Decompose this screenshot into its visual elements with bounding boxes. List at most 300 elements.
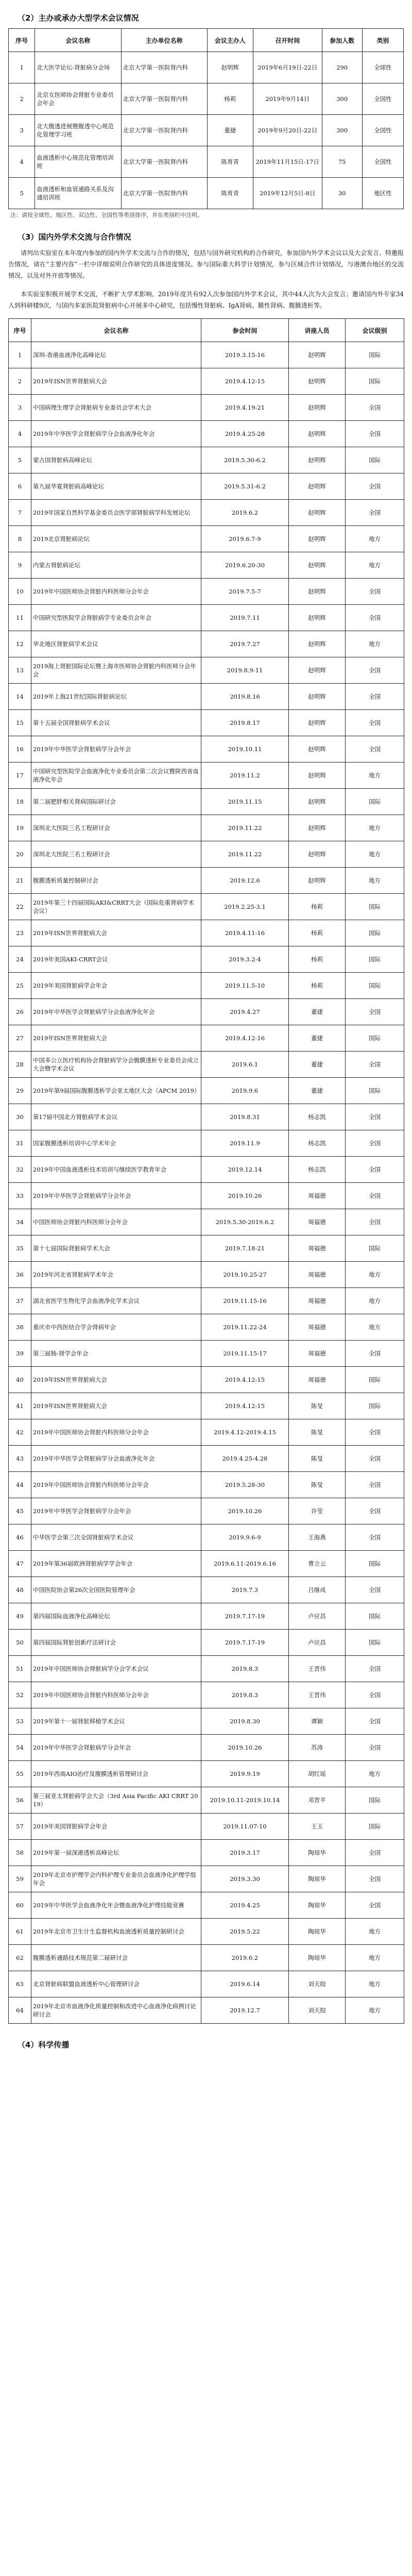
table-row	[9, 605, 404, 631]
table-cell: 2019年第36届欧洲肾脏病学学会年会	[31, 1551, 201, 1577]
column-header: 序号	[9, 29, 35, 52]
table-cell: 30	[9, 1104, 31, 1130]
table-cell: 地方	[346, 552, 404, 579]
table-cell: 2019年11月15日-17日	[253, 146, 322, 178]
table-cell: 2019.10.26	[201, 1498, 289, 1524]
table-row	[9, 1551, 404, 1577]
table-row	[9, 1104, 404, 1130]
table-cell: 国家腹膜透析培训中心学术年会	[31, 1130, 201, 1157]
table-row	[9, 342, 404, 368]
table-row	[9, 146, 404, 178]
table-cell: 2019.4.12-2019.4.15	[201, 1419, 289, 1446]
column-header: 会议名称	[35, 29, 121, 52]
table-cell: 2019.9.6	[201, 1078, 289, 1104]
table-cell: 10	[9, 579, 31, 605]
table-row	[9, 1840, 404, 1866]
table-cell: 地方	[346, 1761, 404, 1787]
table-cell: 杨莉	[289, 973, 346, 999]
table-row	[9, 657, 404, 684]
table-cell: 3	[9, 115, 35, 146]
table-cell: 2019.12.14	[201, 1157, 289, 1183]
table-cell: 赵明辉	[289, 631, 346, 657]
table-cell: 21	[9, 868, 31, 894]
table-row	[9, 946, 404, 973]
table-cell: 赵明辉	[289, 841, 346, 868]
table-cell: 41	[9, 1393, 31, 1419]
table-cell: 第十五届全国肾脏病学术会议	[31, 710, 201, 736]
table-row	[9, 789, 404, 815]
table-row	[9, 1472, 404, 1498]
table-cell: 2019.7.5-7	[201, 579, 289, 605]
table-cell: 董捷	[289, 1052, 346, 1078]
column-header: 召开时间	[253, 29, 322, 52]
table-cell: 全国	[346, 1157, 404, 1183]
table-cell: 2019.11.22	[201, 815, 289, 841]
table-cell: 48	[9, 1577, 31, 1603]
table-cell: 王晋伟	[289, 1682, 346, 1708]
table-cell: 国际	[346, 894, 404, 920]
table-cell: 湖北省医学生物化学会血液净化学术会议	[31, 1288, 201, 1314]
table-cell: 2019年美国肾脏病学会年会	[31, 1814, 201, 1840]
table-cell: 2019年北京市卫生计生监督机构血液透析质量控制研讨会	[31, 1919, 201, 1945]
table-cell: 300	[322, 83, 362, 115]
hosted-conferences-table	[8, 28, 404, 209]
table-cell: 地方	[346, 762, 404, 789]
table-cell: 2019.5.30-6.2	[201, 447, 289, 473]
column-header: 参加人数	[322, 29, 362, 52]
table-cell: 国际	[346, 342, 404, 368]
table-cell: 2019.11.07-10	[201, 1814, 289, 1840]
table-row	[9, 115, 404, 146]
table-cell: 赵明辉	[289, 526, 346, 552]
table-row	[9, 1052, 404, 1078]
table-cell: 地区性	[362, 178, 403, 209]
table-cell: 杨莉	[289, 894, 346, 920]
table-row	[9, 1971, 404, 1997]
table-cell: 赵明辉	[289, 579, 346, 605]
table-cell: 2019.5.22	[201, 1919, 289, 1945]
table-cell: 25	[9, 973, 31, 999]
table-cell: 33	[9, 1183, 31, 1209]
table-cell: 2019年中国医师协会肾脏病学分会学术会议	[31, 1656, 201, 1682]
table-cell: 谭颖	[289, 1708, 346, 1735]
table-cell: 2019.10.26	[201, 1735, 289, 1761]
table-row	[9, 1919, 404, 1945]
table-cell: 2019.8.31	[201, 1104, 289, 1130]
table-cell: 全国性	[362, 146, 403, 178]
table-cell: 39	[9, 1341, 31, 1367]
table-cell: 42	[9, 1419, 31, 1446]
table-cell: 2019年西南AIO治疗及腹膜透析管理研讨会	[31, 1761, 201, 1787]
table-row	[9, 1130, 404, 1157]
table-cell: 3	[9, 395, 31, 421]
table-cell: 全球性	[362, 52, 403, 83]
table-cell: 2019.4.25-28	[201, 421, 289, 447]
table-cell: 第四届国际血液净化高峰论坛	[31, 1603, 201, 1630]
table-cell: 北京大学第一医院肾内科	[121, 115, 207, 146]
table-cell: 2019.4.19-21	[201, 395, 289, 421]
table-cell: 地方	[346, 631, 404, 657]
table-cell: 2019.11.2	[201, 762, 289, 789]
table-cell: 中国医师协会肾脏内科医师分会年会	[31, 1209, 201, 1235]
table-cell: 13	[9, 657, 31, 684]
table-cell: 2019.10.11	[201, 736, 289, 762]
table-cell: 深圳北大医院三名工程研讨会	[31, 841, 201, 868]
table-cell: 周福德	[289, 1262, 346, 1288]
table-cell: 34	[9, 1209, 31, 1235]
table-row	[9, 973, 404, 999]
table-cell: 周福德	[289, 1183, 346, 1209]
table-row	[9, 52, 404, 83]
table-cell: 2019北京肾脏病论坛	[31, 526, 201, 552]
column-header: 类别	[362, 29, 403, 52]
table-cell: 2019.9.6-9	[201, 1524, 289, 1551]
table-cell: 44	[9, 1472, 31, 1498]
table-cell: 杨志凯	[289, 1130, 346, 1157]
table-cell: 全国	[346, 605, 404, 631]
table-cell: 18	[9, 789, 31, 815]
table-row	[9, 1446, 404, 1472]
table-cell: 47	[9, 1551, 31, 1577]
table-cell: 2019年9月14日	[253, 83, 322, 115]
table-cell: 2019年美国肾脏病学会年会	[31, 973, 201, 999]
table-cell: 全国	[346, 1419, 404, 1446]
table-cell: 全国	[346, 1524, 404, 1551]
table-cell: 地方	[346, 1945, 404, 1971]
table-cell: 北京女医师协会肾脏专业委员会年会	[35, 83, 121, 115]
table-cell: 全国	[346, 1446, 404, 1472]
table-cell: 38	[9, 1314, 31, 1341]
table-row	[9, 1997, 404, 2024]
table-cell: 50	[9, 1630, 31, 1656]
table-cell: 北大医学论坛-肾脏病分会场	[35, 52, 121, 83]
table-cell: 1	[9, 342, 31, 368]
table-cell: 全国	[346, 1866, 404, 1892]
table-row	[9, 841, 404, 868]
table-cell: 2	[9, 83, 35, 115]
table-cell: 中国多公立医疗机构协会肾脏病学分会腹膜透析专业委员会成立大会暨学术会议	[31, 1052, 201, 1078]
table-cell: 37	[9, 1288, 31, 1314]
table-row	[9, 1314, 404, 1341]
table-cell: 赵明辉	[289, 473, 346, 500]
table-cell: 杨莉	[289, 946, 346, 973]
table-cell: 59	[9, 1866, 31, 1892]
column-header: 会议名称	[31, 319, 201, 342]
table-cell: 赵明辉	[289, 605, 346, 631]
table-cell: 地方	[346, 1288, 404, 1314]
table-cell: 2019年北京市护理学会内科护理专业委员会血液净化护理学组年会	[31, 1866, 201, 1892]
table-row	[9, 421, 404, 447]
table-cell: 地方	[346, 1314, 404, 1341]
table-cell: 赵明辉	[289, 736, 346, 762]
table-cell: 国际	[346, 1393, 404, 1419]
table-row	[9, 1288, 404, 1314]
table-cell: 董捷	[207, 115, 253, 146]
table-cell: 2019.6.2	[201, 1945, 289, 1971]
table-cell: 2019.5.28-30	[201, 1472, 289, 1498]
table-cell: 赵明辉	[289, 421, 346, 447]
table-cell: 国际	[346, 1367, 404, 1393]
table-cell: 全国	[346, 1052, 404, 1078]
table-cell: 2019年中国医师协会肾脏内科医师分会年会	[31, 579, 201, 605]
table-row	[9, 1393, 404, 1419]
table-row	[9, 894, 404, 920]
table-cell: 2019.11.15	[201, 789, 289, 815]
table-cell: 国际	[346, 447, 404, 473]
column-header: 会议级别	[346, 319, 404, 342]
table-cell: 第三届肠-肾学会年会	[31, 1341, 201, 1367]
table-cell: 陈旻	[289, 1446, 346, 1472]
table-cell: 杨莉	[207, 83, 253, 115]
table-cell: 2019.3.17	[201, 1840, 289, 1866]
table-cell: 全国性	[362, 83, 403, 115]
table-cell: 赵明辉	[289, 500, 346, 526]
table-cell: 2019.11.5-10	[201, 973, 289, 999]
table-row	[9, 395, 404, 421]
table-cell: 全国	[346, 1656, 404, 1682]
table-cell: 2019年第9届国际腹膜透析学会亚太地区大会（APCM 2019）	[31, 1078, 201, 1104]
table-cell: 国际	[346, 1787, 404, 1814]
table-cell: 苏涛	[289, 1735, 346, 1761]
table-cell: 8	[9, 526, 31, 552]
table-cell: 2	[9, 368, 31, 395]
table-cell: 赵明辉	[289, 710, 346, 736]
section-heading-science-communication: （4）科学传播	[18, 2040, 70, 2050]
table-cell: 王玉	[289, 1814, 346, 1840]
table-cell: 14	[9, 684, 31, 710]
table-cell: 2019年上海21世纪国际肾脏病论坛	[31, 684, 201, 710]
table-cell: 2019.11.22	[201, 841, 289, 868]
table-cell: 北京大学第一医院肾内科	[121, 146, 207, 178]
table-row	[9, 1656, 404, 1682]
table-row	[9, 1419, 404, 1446]
table-row	[9, 1157, 404, 1183]
section-heading-conferences-hosted: （2）主办或承办大型学术会议情况	[18, 13, 139, 23]
table-row	[9, 447, 404, 473]
table-cell: 王晋伟	[289, 1656, 346, 1682]
table-cell: 2019年中华医学会肾脏病学分会年会	[31, 1498, 201, 1524]
table-row	[9, 368, 404, 395]
table-cell: 地方	[346, 1997, 404, 2024]
table-cell: 2019年ISN世界肾脏病大会	[31, 1367, 201, 1393]
table-cell: 2019.4.12-15	[201, 1367, 289, 1393]
table-cell: 全国	[346, 1130, 404, 1157]
table-cell: 杨志凯	[289, 1157, 346, 1183]
table-row	[9, 526, 404, 552]
table-cell: 国际	[346, 1630, 404, 1656]
table-cell: 36	[9, 1262, 31, 1288]
table-cell: 2019.10.25-27	[201, 1262, 289, 1288]
table-cell: 2019.11.9	[201, 1130, 289, 1157]
table-cell: 2019年美国AKI-CRRT会议	[31, 946, 201, 973]
table-cell: 周福德	[289, 1288, 346, 1314]
table-cell: 全国	[346, 1892, 404, 1919]
column-header: 主办单位名称	[121, 29, 207, 52]
table-cell: 62	[9, 1945, 31, 1971]
table-row	[9, 868, 404, 894]
table-cell: 6	[9, 473, 31, 500]
table-cell: 2019年9月20日-22日	[253, 115, 322, 146]
exchange-table	[8, 318, 404, 2024]
table-cell: 2019.2.25-3.1	[201, 894, 289, 920]
table-cell: 国际	[346, 973, 404, 999]
table-cell: 2019.6.20-30	[201, 552, 289, 579]
table-cell: 57	[9, 1814, 31, 1840]
table-cell: 56	[9, 1787, 31, 1814]
table-cell: 周福德	[289, 1341, 346, 1367]
table-cell: 赵明辉	[289, 552, 346, 579]
table-row	[9, 1761, 404, 1787]
table-cell: 赵明辉	[289, 447, 346, 473]
table-cell: 国际	[346, 1235, 404, 1262]
table-cell: 董捷	[289, 1078, 346, 1104]
table-row	[9, 579, 404, 605]
table-cell: 2019.11.22-24	[201, 1314, 289, 1341]
table-cell: 2019年中华医学会肾脏病学分会血液净化年会	[31, 421, 201, 447]
table-cell: 7	[9, 500, 31, 526]
table-cell: 国际	[346, 1025, 404, 1052]
table-row	[9, 500, 404, 526]
table-cell: 全国	[346, 1498, 404, 1524]
table-cell: 陈育青	[207, 178, 253, 209]
table-row	[9, 473, 404, 500]
table-cell: 2019.4.25-4.28	[201, 1446, 289, 1472]
table-cell: 第二届肥胖相关肾病国际研讨会	[31, 789, 201, 815]
table-cell: 北大腹透进展暨腹透中心规范化管理学习班	[35, 115, 121, 146]
table-row	[9, 1209, 404, 1235]
column-header: 序号	[9, 319, 31, 342]
table-cell: 陶琼华	[289, 1945, 346, 1971]
table-cell: 2019.9.19	[201, 1761, 289, 1787]
table-cell: 全国	[346, 710, 404, 736]
table-cell: 2019.8.17	[201, 710, 289, 736]
table-cell: 赵明辉	[289, 395, 346, 421]
table-cell: 2019.5.30-2019.6.2	[201, 1209, 289, 1235]
intro-paragraph: 请列出实验室在本年度内参加的国内外学术交流与合作的情况，包括与国外研究机构的合作研究，参加国内外学术会议以及大会发言、特邀报告情况，请在“主要内容”一栏中详细说明合作研究的具体进度情况。参与国际重大科学计划情况，参与区域合作计划情况，与港澳台地区的交流情况，以及对外开放等情况。	[8, 249, 404, 279]
table-cell: 全国	[346, 421, 404, 447]
table-cell: 58	[9, 1840, 31, 1866]
table-cell: 2019.8.3	[201, 1682, 289, 1708]
table-cell: 血液透析中心规范化管理培训班	[35, 146, 121, 178]
table-cell: 2019年中国医师协会肾脏内科医师分会年会	[31, 1419, 201, 1446]
table-cell: 全国	[346, 1104, 404, 1130]
table-row	[9, 1603, 404, 1630]
table-row	[9, 178, 404, 209]
table-cell: 全国	[346, 999, 404, 1025]
table-row	[9, 1945, 404, 1971]
table-row	[9, 1341, 404, 1367]
table-cell: 24	[9, 946, 31, 973]
table-cell: 地方	[346, 868, 404, 894]
table-row	[9, 1524, 404, 1551]
table-cell: 赵明辉	[289, 762, 346, 789]
table-cell: 地方	[346, 1262, 404, 1288]
table-cell: 2019年中华医学会血液净化年会暨血液净化护理技能竞赛	[31, 1892, 201, 1919]
table-cell: 2019海上肾脏国际论坛暨上海市医师协会肾脏内科医师分会年会	[31, 657, 201, 684]
table-cell: 2019年中国医师协会肾脏内科医师分会年会	[31, 1472, 201, 1498]
table-cell: 全国	[346, 1682, 404, 1708]
table-cell: 中国研究型医院学会血液净化专业委员会第二次会议暨陕西省血液净化年会	[31, 762, 201, 789]
table-cell: 杨莉	[289, 920, 346, 946]
table-row	[9, 1682, 404, 1708]
table-header-row	[9, 319, 404, 342]
table-cell: 全国	[346, 1209, 404, 1235]
table-cell: 国际	[346, 789, 404, 815]
table-cell: 国际	[346, 1551, 404, 1577]
table-cell: 陶琼华	[289, 1840, 346, 1866]
table-cell: 5	[9, 447, 31, 473]
table-cell: 2019.4.25	[201, 1892, 289, 1919]
table-cell: 赵明辉	[289, 368, 346, 395]
table-cell: 20	[9, 841, 31, 868]
table-cell: 31	[9, 1130, 31, 1157]
table-row	[9, 1025, 404, 1052]
table-cell: 22	[9, 894, 31, 920]
table-cell: 9	[9, 552, 31, 579]
table-cell: 重庆市中西医结合学会肾病年会	[31, 1314, 201, 1341]
table-cell: 60	[9, 1892, 31, 1919]
table-row	[9, 815, 404, 841]
table-cell: 全国	[346, 1840, 404, 1866]
table-cell: 赵明辉	[289, 868, 346, 894]
table-row	[9, 762, 404, 789]
table-cell: 2019年中华医学会肾脏病学分会年会	[31, 1183, 201, 1209]
table-cell: 赵明辉	[289, 684, 346, 710]
table-cell: 第九届华夏肾脏病高峰论坛	[31, 473, 201, 500]
table-cell: 北京大学第一医院肾内科	[121, 52, 207, 83]
table-cell: 53	[9, 1708, 31, 1735]
table-cell: 杨志凯	[289, 1104, 346, 1130]
table-cell: 曹立云	[289, 1551, 346, 1577]
table-row	[9, 1183, 404, 1209]
table-row	[9, 552, 404, 579]
table-cell: 中国病理生理学会肾脏病专业委员会学术大会	[31, 395, 201, 421]
table-cell: 2019年中华医学会肾脏病学分会年会	[31, 736, 201, 762]
table-cell: 吕继成	[289, 1577, 346, 1603]
table-row	[9, 999, 404, 1025]
table-cell: 全国	[346, 1708, 404, 1735]
table-cell: 2019.3.2-4	[201, 946, 289, 973]
table-row	[9, 1814, 404, 1840]
table-cell: 2019.6.2	[201, 500, 289, 526]
table-cell: 北京大学第一医院肾内科	[121, 83, 207, 115]
table-cell: 4	[9, 421, 31, 447]
table-cell: 全国	[346, 1577, 404, 1603]
table-cell: 2019.4.11-16	[201, 920, 289, 946]
table-row	[9, 1262, 404, 1288]
table-cell: 全国	[346, 684, 404, 710]
table-cell: 周福德	[289, 1367, 346, 1393]
table-cell: 2019年北京市血液净化质量控制和改进中心血液净化病例讨论研讨会	[31, 1997, 201, 2024]
table-cell: 国际	[346, 1603, 404, 1630]
table-cell: 2019.4.12-15	[201, 1393, 289, 1419]
table-cell: 32	[9, 1157, 31, 1183]
table-row	[9, 1866, 404, 1892]
table-cell: 周福德	[289, 1314, 346, 1341]
table-cell: 29	[9, 1078, 31, 1104]
table-cell: 75	[322, 146, 362, 178]
table-cell: 2019年国家自然科学基金委员会医学部肾脏病学科发展论坛	[31, 500, 201, 526]
table-row	[9, 83, 404, 115]
table-cell: 2019.10.11-2019.10.14	[201, 1787, 289, 1814]
table-row	[9, 684, 404, 710]
table-row	[9, 1630, 404, 1656]
table-cell: 周福德	[289, 1209, 346, 1235]
table-cell: 55	[9, 1761, 31, 1787]
table-cell: 63	[9, 1971, 31, 1997]
table-row	[9, 1498, 404, 1524]
table-cell: 全国	[346, 1735, 404, 1761]
